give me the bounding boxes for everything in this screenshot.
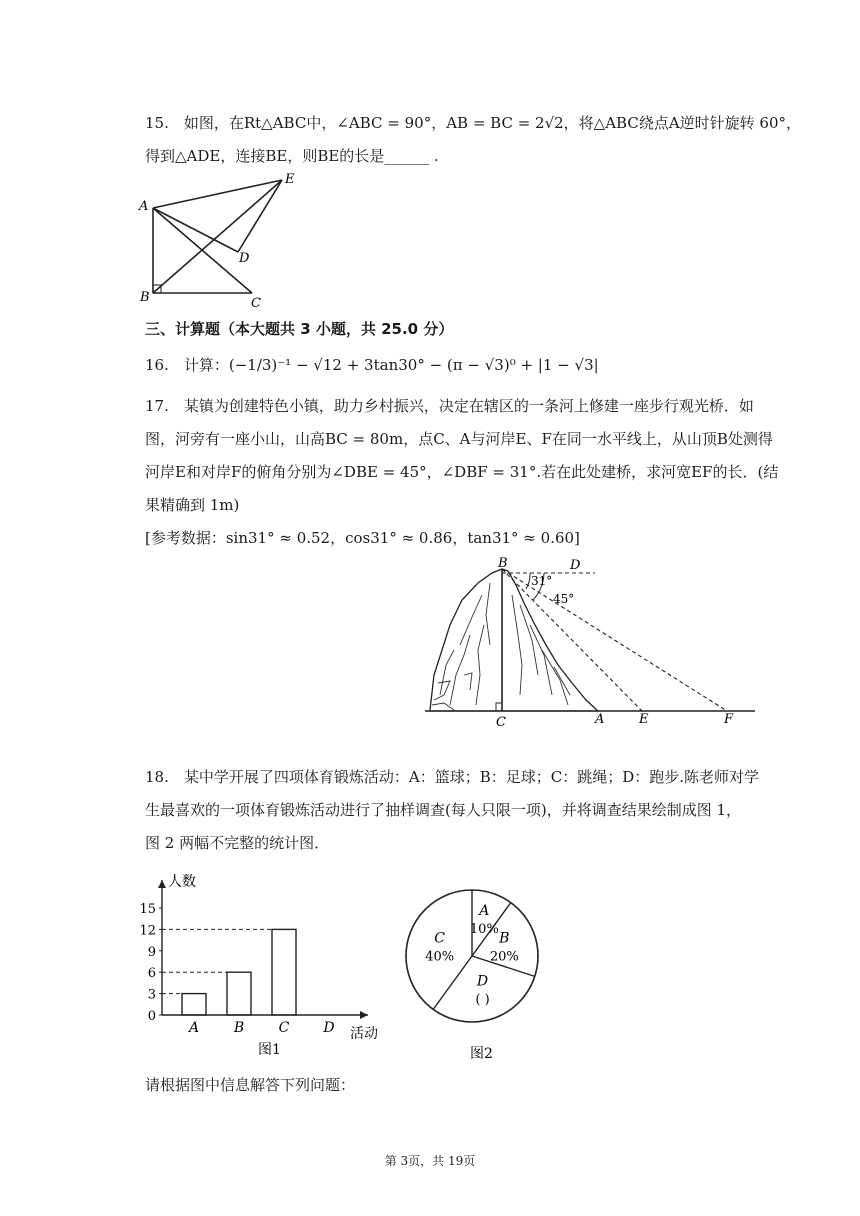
q17-label-E: E	[639, 712, 649, 727]
bar-y-tick-label: 12	[139, 923, 156, 939]
bar-chart-caption: 图1	[258, 1042, 281, 1058]
bar-C	[272, 929, 296, 1015]
q18-line4: 请根据图中信息解答下列问题：	[145, 1076, 356, 1094]
q17-label-A: A	[595, 712, 605, 727]
bar-category-label: C	[278, 1020, 290, 1036]
q17-line3: 河岸E和对岸F的俯角分别为∠DBE = 45°，∠DBF = 31°.若在此处建桥，求河宽EF的长．(结	[145, 463, 779, 481]
pie-slice-label-A: A	[479, 902, 490, 919]
q17-line1: 17. 某镇为创建特色小镇，助力乡村振兴，决定在辖区的一条河上修建一座步行观光桥．如	[145, 397, 754, 415]
bar-category-label: B	[233, 1020, 245, 1036]
q18-line1: 18. 某中学开展了四项体育锻炼活动：A：篮球；B：足球；C：跳绳；D：跑步.陈老师对学	[145, 768, 759, 786]
q17-label-B: B	[498, 556, 508, 571]
q17-angle-31: 31°	[531, 574, 553, 588]
pie-slice-value-C: 40%	[425, 949, 455, 965]
section-3-title: 三、计算题（本大题共 3 小题，共 25.0 分）	[145, 320, 454, 338]
q15-label-A: A	[139, 199, 149, 214]
page-footer: 第 3页，共 19页	[384, 1154, 476, 1168]
pie-chart	[400, 880, 550, 1065]
q15-line2: 得到△ADE，连接BE，则BE的长是______ .	[145, 147, 439, 165]
mountain-shape	[430, 569, 598, 711]
pie-slice-value-B: 20%	[489, 949, 519, 965]
q15-label-B: B	[140, 290, 150, 305]
bar-chart	[140, 868, 390, 1063]
q18-line2: 生最喜欢的一项体育锻炼活动进行了抽样调查(每人只限一项)，并将调查结果绘制成图 1，	[145, 801, 742, 819]
q17-label-D: D	[570, 558, 581, 573]
pie-slice-value-A: 10%	[469, 921, 499, 937]
pie-slice-value-D: ( )	[475, 992, 490, 1008]
pie-chart-caption: 图2	[470, 1046, 493, 1062]
q17-label-F: F	[724, 712, 734, 727]
q18-line3: 图 2 两幅不完整的统计图．	[145, 834, 330, 852]
pie-slice-label-C: C	[434, 930, 446, 947]
q17-angle-45: 45°	[553, 592, 575, 606]
q15-label-D: D	[239, 251, 250, 266]
q17-line4: 果精确到 1m)	[145, 496, 240, 514]
bar-y-tick-label: 9	[147, 944, 156, 960]
q17-line2: 图，河旁有一座小山，山高BC = 80m，点C、A与河岸E、F在同一水平线上，从山顶B处测得	[145, 430, 773, 448]
q16-line: 16. 计算：(−1/3)⁻¹ − √12 + 3tan30° − (π − √3)⁰ + |1 − √3|	[145, 356, 599, 374]
bar-x-axis-arrow	[360, 1011, 368, 1019]
bar-B	[227, 972, 251, 1015]
bar-category-label: D	[323, 1020, 335, 1036]
bar-chart-ylabel: 人数	[168, 874, 196, 890]
bar-category-label: A	[188, 1020, 200, 1036]
pie-slice-label-D: D	[476, 973, 489, 990]
bar-y-axis-arrow	[158, 880, 166, 888]
bar-y-tick-label: 0	[147, 1009, 156, 1024]
q17-mountain-figure	[420, 555, 760, 730]
bar-y-tick-label: 6	[147, 966, 156, 982]
bar-A	[182, 994, 206, 1015]
q17-line5: [参考数据：sin31° ≈ 0.52，cos31° ≈ 0.86，tan31° ≈ 0.60]	[145, 529, 580, 547]
bar-chart-xlabel: 活动	[350, 1026, 378, 1042]
q15-label-C: C	[251, 296, 261, 311]
bar-y-tick-label: 3	[147, 987, 156, 1003]
q15-figure	[135, 168, 305, 311]
bar-y-tick-label: 15	[139, 902, 156, 917]
q17-label-C: C	[496, 715, 506, 730]
q15-line1: 15. 如图，在Rt△ABC中，∠ABC = 90°，AB = BC = 2√2，将△ABC绕点A逆时针旋转 60°，	[145, 114, 802, 132]
pie-slice-label-B: B	[499, 930, 510, 947]
q15-label-E: E	[285, 172, 295, 187]
